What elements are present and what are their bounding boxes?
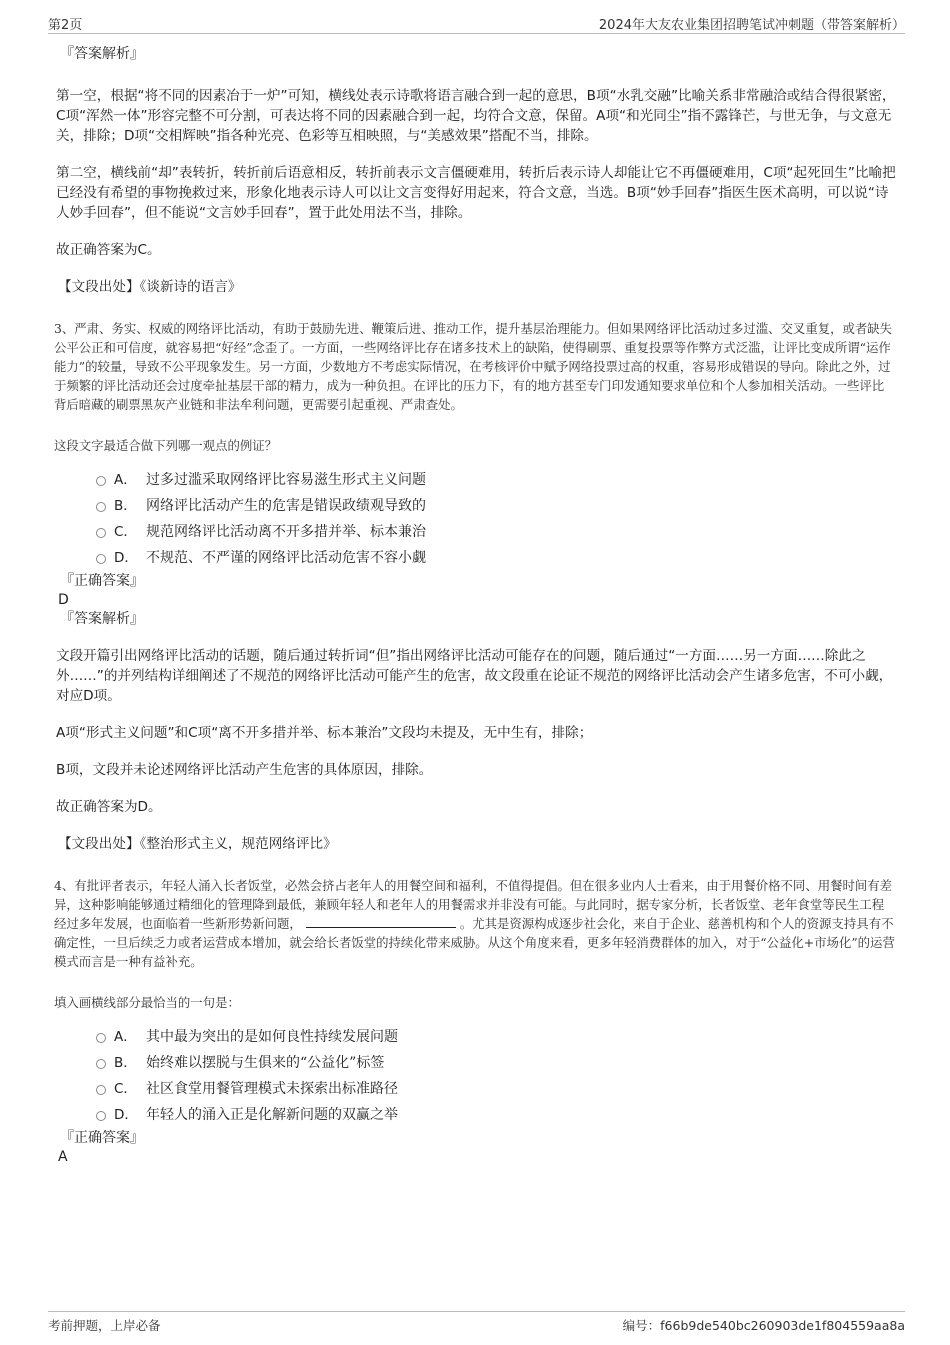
page-content xyxy=(56,44,896,1166)
q3-option-d[interactable] xyxy=(96,545,896,571)
q2-analysis-paragraph-2: 第二空，横线前“却”表转折，转折前后语意相反，转折前表示文言僵硬难用，转折后表示诗人却能让它不再僵硬难用，C项“起死回生”比喻把已经没有希望的事物挽救过来，形象化地表示诗人可以让文言变得好用起来，符合文意，当选。B项“妙手回春”指医生医术高明，可以说“诗人妙手回春”，但不能说“文言妙手回春”，置于此处用法不当，排除。 xyxy=(56,165,896,221)
q3-option-b[interactable] xyxy=(96,493,896,519)
q4-answer: A xyxy=(58,1149,68,1165)
q2-analysis-paragraph-1: 第一空，根据“将不同的因素冶于一炉”可知，横线处表示诗歌将语言融合到一起的意思，B项“水乳交融”比喻关系非常融洽或结合得很紧密，C项“浑然一体”形容完整不可分割，可表达将不同的因素融合到一起，均符合文意，保留。A项“和光同尘”指不露锋芒，与世无争，与文意无关，排除；D项“交相辉映”指各种光亮、色彩等互相映照，与“美感效果”搭配不当，排除。 xyxy=(56,88,896,144)
radio-button-icon[interactable] xyxy=(96,1033,106,1043)
radio-button-icon[interactable] xyxy=(96,1085,106,1095)
q3-option-a[interactable] xyxy=(96,467,896,493)
q3-analysis-paragraph-3: B项，文段并未论述网络评比活动产生危害的具体原因，排除。 xyxy=(56,762,433,778)
option-letter: D． xyxy=(114,1107,138,1123)
option-text: 始终难以摆脱与生俱来的“公益化”标签 xyxy=(146,1055,385,1071)
q3-conclusion: 故正确答案为D。 xyxy=(56,799,162,815)
option-letter: C． xyxy=(114,1081,137,1097)
page-header xyxy=(48,12,905,34)
radio-button-icon[interactable] xyxy=(96,528,106,538)
q3-answer-title: 『正确答案』 xyxy=(60,573,144,589)
q4-question: 填入画横线部分最恰当的一句是： xyxy=(54,995,240,1010)
q3-answer: D xyxy=(58,592,69,608)
q3-analysis-title: 『答案解析』 xyxy=(60,611,144,627)
option-letter: D． xyxy=(114,550,138,566)
q3-analysis-paragraph-2: A项“形式主义问题”和C项“离不开多措并举、标本兼治”文段均未提及，无中生有，排除； xyxy=(56,725,593,741)
q2-analysis-title: 『答案解析』 xyxy=(60,46,144,62)
option-text: 网络评比活动产生的危害是错误政绩观导致的 xyxy=(146,498,426,514)
option-text: 其中最为突出的是如何良性持续发展问题 xyxy=(146,1029,398,1045)
option-text: 不规范、不严谨的网络评比活动危害不容小觑 xyxy=(146,550,426,566)
option-letter: A． xyxy=(114,472,137,488)
q4-option-a[interactable] xyxy=(96,1024,896,1050)
option-text: 过多过滥采取网络评比容易滋生形式主义问题 xyxy=(146,472,426,488)
q4-option-d[interactable] xyxy=(96,1102,896,1128)
option-letter: A． xyxy=(114,1029,137,1045)
q4-passage-part-1: 4、有批评者表示，年轻人涌入长者饭堂，必然会挤占老年人的用餐空间和福利，不值得提倡。但在很多业内人士看来，由于用餐价格不同、用餐时间有差异，这种影响能够通过精细化的管理降到最低，兼顾年轻人和老年人的用餐需求并非没有可能。与此同时，据专家分析，长者饭堂、老年食堂等民生工程经过多年发展，也面临着一些新形势新问题， xyxy=(54,878,893,931)
option-letter: B． xyxy=(114,498,137,514)
radio-button-icon[interactable] xyxy=(96,502,106,512)
q4-answer-title: 『正确答案』 xyxy=(60,1130,144,1146)
radio-button-icon[interactable] xyxy=(96,476,106,486)
q3-options xyxy=(96,467,896,571)
q4-option-b[interactable] xyxy=(96,1050,896,1076)
q4-option-c[interactable] xyxy=(96,1076,896,1102)
q3-question: 这段文字最适合做下列哪一观点的例证？ xyxy=(54,438,278,453)
q4-passage-part-2: 。尤其是资源构成逐步社会化，来自于企业、慈善机构和个人的资源支持具有不确定性，一旦后续乏力或者运营成本增加，就会给长者饭堂的持续化带来威胁。从这个角度来看，更多年轻消费群体的加入，对于“公益化+市场化”的运营模式而言是一种有益补充。 xyxy=(54,916,895,969)
fill-in-blank xyxy=(306,916,456,928)
document-title: 2024年大友农业集团招聘笔试冲刺题（带答案解析） xyxy=(598,18,905,33)
q2-source: 【文段出处】《谈新诗的语言》 xyxy=(58,279,242,295)
page-footer xyxy=(48,1311,905,1335)
document-code: 编号：f66b9de540bc260903de1f804559aa8a xyxy=(622,1318,905,1333)
option-text: 社区食堂用餐管理模式未探索出标准路径 xyxy=(146,1081,398,1097)
option-letter: B． xyxy=(114,1055,137,1071)
option-text: 规范网络评比活动离不开多措并举、标本兼治 xyxy=(146,524,426,540)
q3-analysis-paragraph-1: 文段开篇引出网络评比活动的话题，随后通过转折词“但”指出网络评比活动可能存在的问题，随后通过“一方面……另一方面……除此之外……”的并列结构详细阐述了不规范的网络评比活动可能产生的危害，故文段重在论证不规范的网络评比活动会产生诸多危害，不可小觑，对应D项。 xyxy=(56,648,893,704)
radio-button-icon[interactable] xyxy=(96,1059,106,1069)
radio-button-icon[interactable] xyxy=(96,1111,106,1121)
footer-slogan: 考前押题，上岸必备 xyxy=(48,1318,161,1333)
q4-passage xyxy=(54,876,896,971)
q3-source: 【文段出处】《整治形式主义，规范网络评比》 xyxy=(58,836,337,852)
option-text: 年轻人的涌入正是化解新问题的双赢之举 xyxy=(146,1107,398,1123)
page-number: 第2页 xyxy=(48,18,83,33)
q4-options xyxy=(96,1024,896,1128)
q3-option-c[interactable] xyxy=(96,519,896,545)
q2-conclusion: 故正确答案为C。 xyxy=(56,242,161,258)
q3-passage: 3、严肃、务实、权威的网络评比活动，有助于鼓励先进、鞭策后进、推动工作，提升基层治理能力。但如果网络评比活动过多过滥、交叉重复，或者缺失公平公正和可信度，就容易把“好经”念歪了。一方面，一些网络评比存在诸多技术上的缺陷，使得刷票、重复投票等作弊方式泛滥，让评比变成所谓“运作能力”的较量，导致不公平现象发生。另一方面，少数地方不考虑实际情况，在考核评价中赋予网络投票过高的权重，容易形成错误的导向。除此之外，过于频繁的评比活动还会过度牵扯基层干部的精力，成为一种负担。在评比的压力下，有的地方甚至专门印发通知要求单位和个人参加相关活动。一些评比背后暗藏的刷票黑灰产业链和非法牟利问题，更需要引起重视、严肃查处。 xyxy=(54,321,893,412)
radio-button-icon[interactable] xyxy=(96,554,106,564)
option-letter: C． xyxy=(114,524,137,540)
